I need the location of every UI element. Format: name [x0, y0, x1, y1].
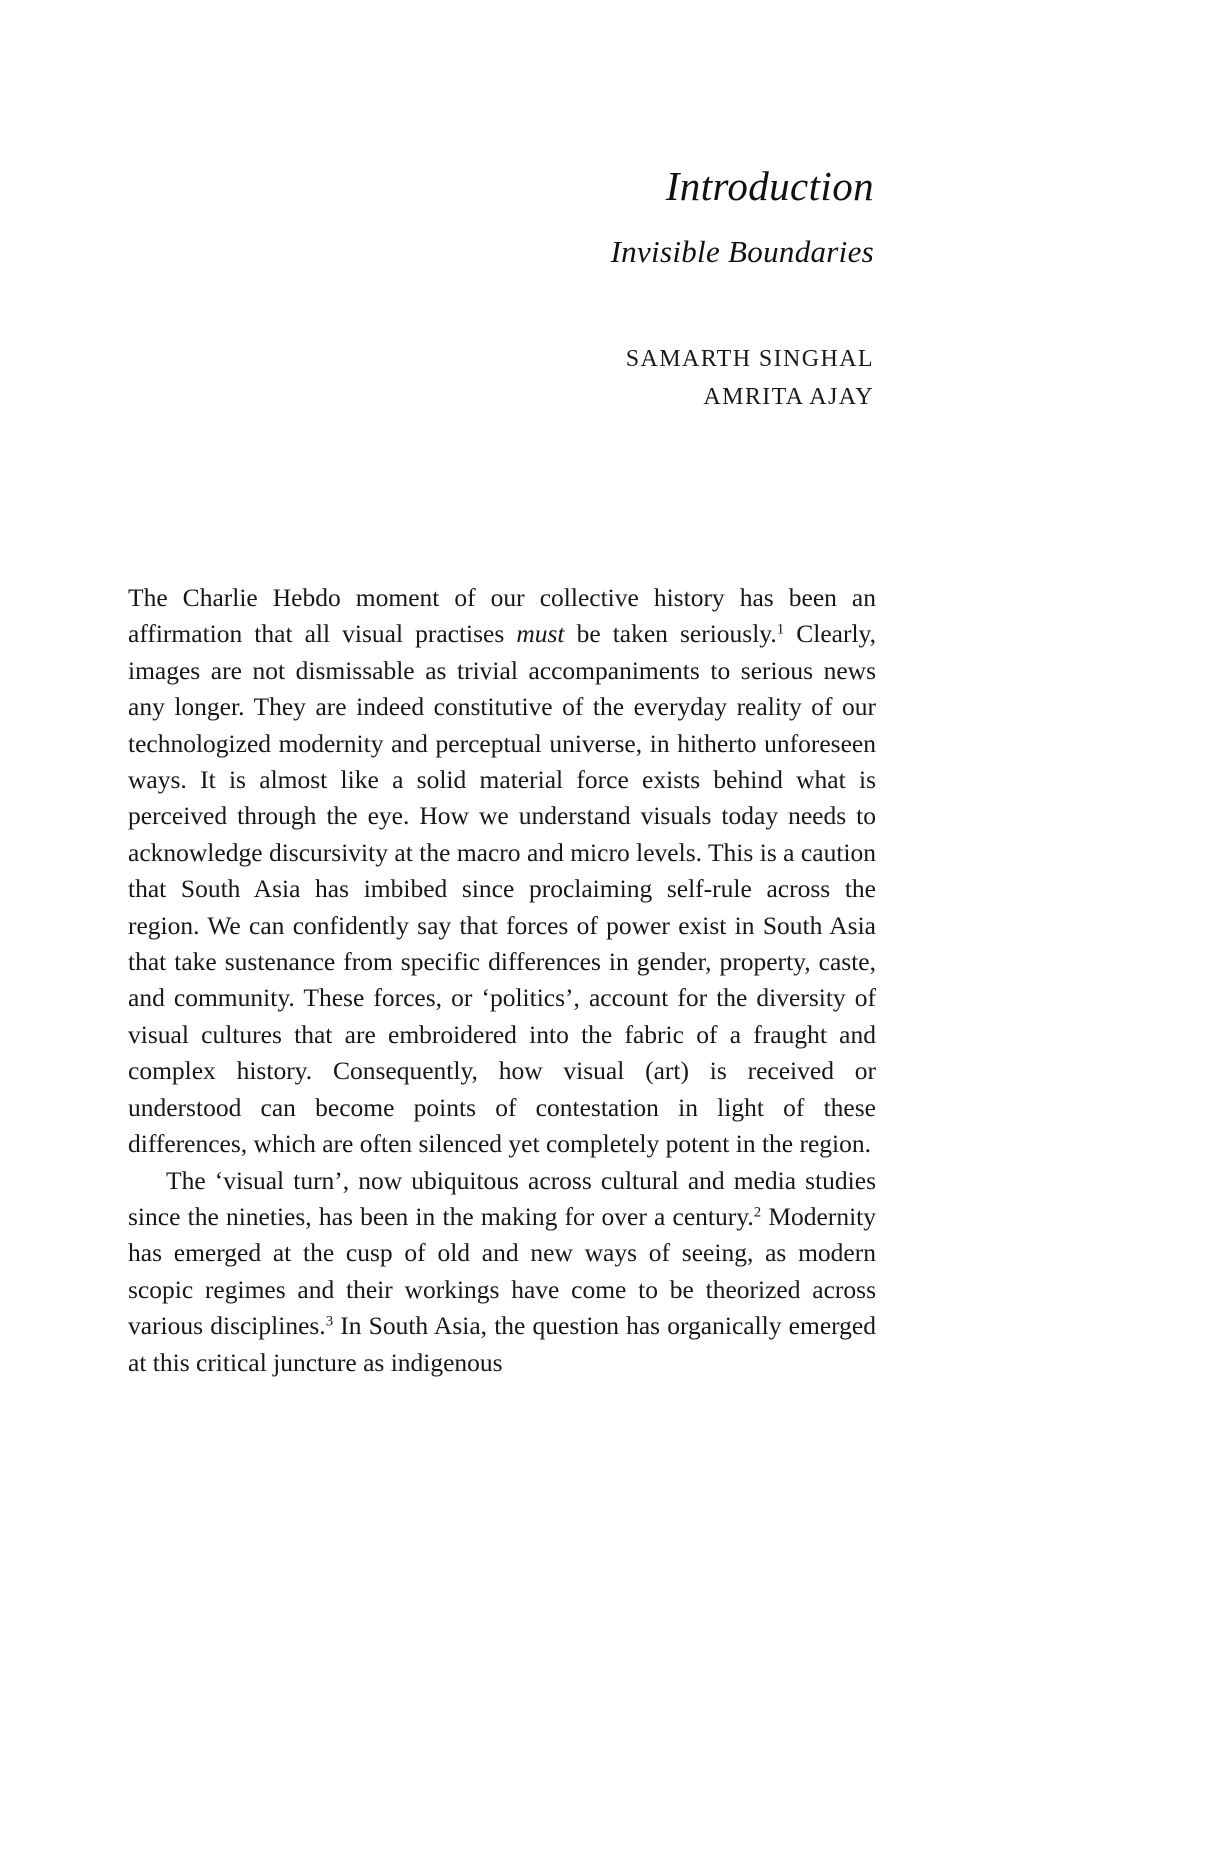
author-list — [128, 340, 874, 416]
footnote-marker[interactable]: 3 — [325, 1313, 334, 1330]
emphasis-text: must — [516, 619, 565, 649]
body-text — [128, 580, 876, 1381]
author-name-primary: SAMARTH SINGHAL — [625, 346, 874, 372]
author-name-secondary: AMRITA AJAY — [703, 384, 874, 410]
page-title: Introduction — [665, 163, 874, 209]
chapter-heading-block — [128, 160, 874, 274]
paragraph: The ‘visual turn’, now ubiquitous across cultural and media studies since the nineties, has been in the making for over a century.$^2$ Modernity has emerged at the cusp of old and new ways of seeing, as modern scopic regimes and their workings have come to be theorized across various disciplines.$^3$ In South Asia, the question has organically emerged at this critical juncture as indigenous — [128, 1165, 876, 1377]
page-subtitle: Invisible Boundaries — [610, 234, 874, 269]
paragraph: The Charlie Hebdo moment of our collective history has been an affirmation that all visual practises must be taken seriously.$^1$ Clearly, images are not dismissable as trivial accompaniments to serious news any longer. They are indeed constitutive of the everyday reality of our technologized modernity and perceptual universe, in hitherto unforeseen ways. It is almost like a solid material force exists behind what is perceived through the eye. How we understand visuals today needs to acknowledge discursivity at the macro and micro levels. This is a caution that South Asia has imbibed since proclaiming self-rule across the region. We can confidently say that forces of power exist in South Asia that take sustenance from specific differences in gender, property, caste, and community. These forces, or ‘politics’, account for the diversity of visual cultures that are embroidered into the fabric of a fraught and complex history. Consequently, how visual (art) is received or understood can become points of contestation in light of these differences, which are often silenced yet completely potent in the region. — [128, 583, 876, 1159]
footnote-marker[interactable]: 2 — [753, 1204, 762, 1221]
footnote-marker[interactable]: 1 — [776, 621, 785, 638]
